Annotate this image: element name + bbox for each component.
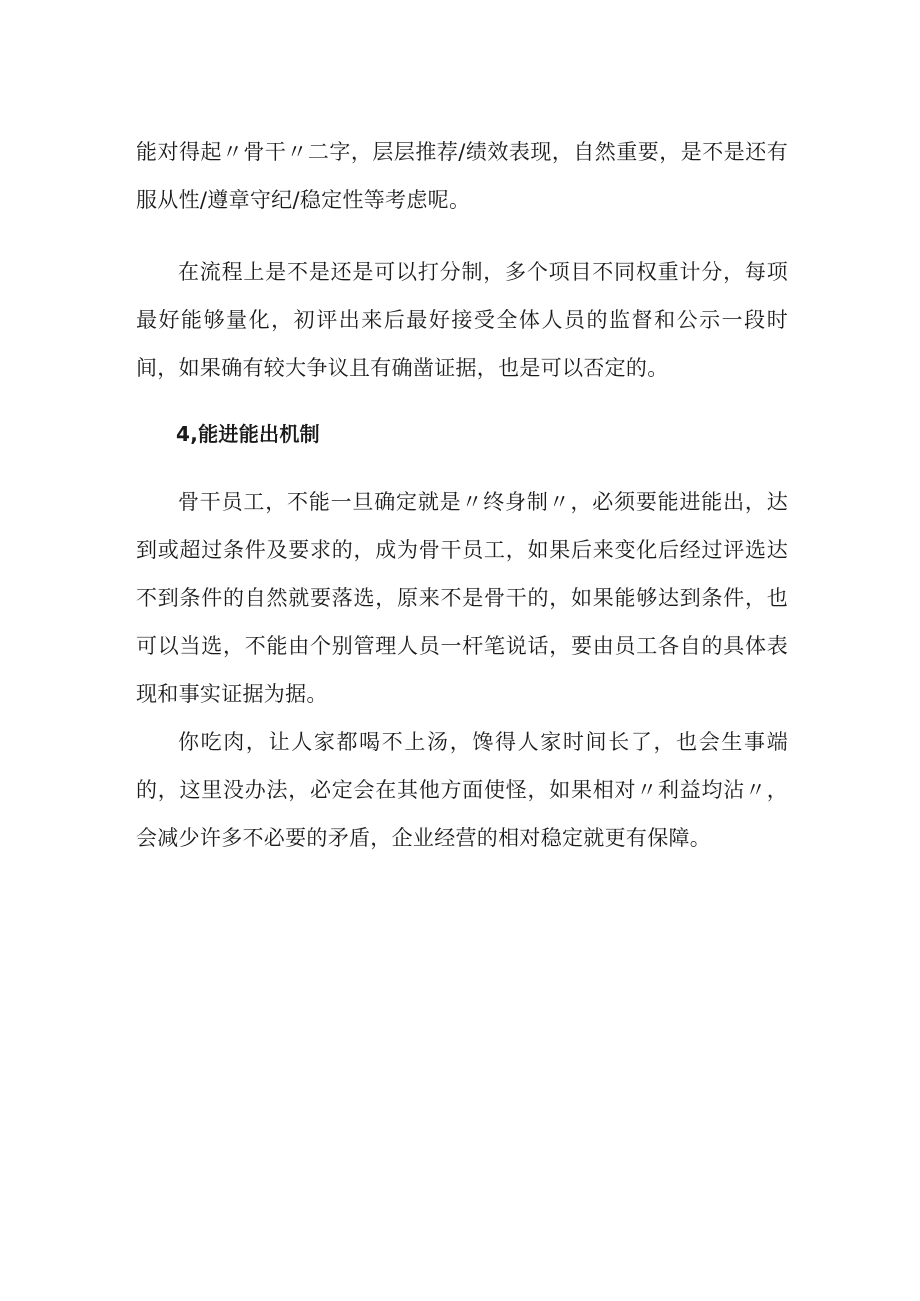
document-body: [136, 128, 788, 862]
paragraph-benefit-sharing: 你吃肉，让人家都喝不上汤，馋得人家时间长了，也会生事端的，这里没办法，必定会在其他方面使怪，如果相对〃利益均沾〃，会减少许多不必要的矛盾，企业经营的相对稳定就更有保障。: [136, 730, 788, 850]
paragraph-backbone-criteria: 能对得起〃骨干〃二字，层层推荐/绩效表现，自然重要，是不是还有服从性/遵章守纪/稳定性等考虑呢。: [136, 140, 788, 212]
section-heading-in-out-mechanism: 4,能进能出机制: [176, 422, 320, 446]
paragraph-scoring-process: 在流程上是不是还是可以打分制，多个项目不同权重计分，每项最好能够量化，初评出来后最好接受全体人员的监督和公示一段时间，如果确有较大争议且有确凿证据，也是可以否定的。: [136, 260, 788, 380]
paragraph-in-out-rules: 骨干员工，不能一旦确定就是〃终身制〃，必须要能进能出，达到或超过条件及要求的，成为骨干员工，如果后来变化后经过评选达不到条件的自然就要落选，原来不是骨干的，如果能够达到条件，也可以当选，不能由个别管理人员一杆笔说话，要由员工各自的具体表现和事实证据为据。: [136, 490, 788, 706]
